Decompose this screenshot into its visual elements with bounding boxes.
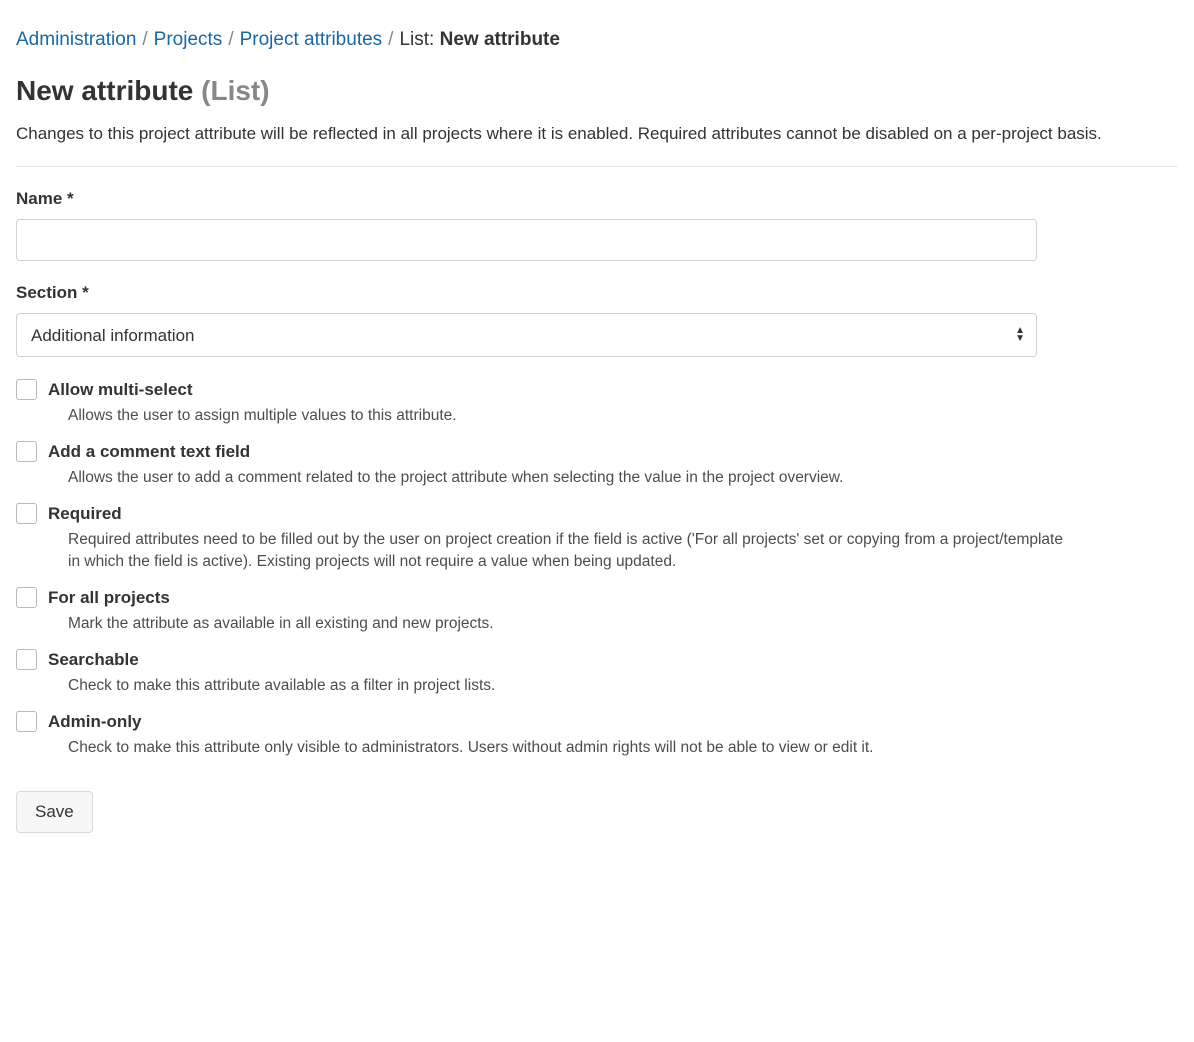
checkbox-row-add-comment-text-field (16, 441, 1178, 489)
checkbox-icon[interactable] (16, 711, 37, 732)
section-divider (16, 166, 1178, 167)
checkbox-searchable-toggle[interactable] (16, 649, 1178, 670)
checkbox-icon[interactable] (16, 649, 37, 670)
checkbox-required-toggle[interactable] (16, 503, 1178, 524)
breadcrumb-separator: / (388, 29, 394, 50)
breadcrumb-item-project-attributes[interactable]: Project attributes (239, 29, 383, 50)
page-title-type: (List) (201, 74, 270, 106)
breadcrumb-current: New attribute (439, 29, 560, 50)
checkbox-row-admin-only (16, 711, 1178, 759)
checkbox-description: Check to make this attribute available as a filter in project lists. (68, 677, 496, 695)
save-button[interactable]: Save (16, 791, 93, 833)
checkbox-allow-multi-select-toggle[interactable] (16, 379, 1178, 400)
checkbox-label: Admin-only (48, 711, 142, 731)
checkbox-row-required (16, 503, 1178, 573)
section-field-block (16, 283, 1178, 357)
checkbox-label: Required (48, 503, 122, 523)
checkbox-label: For all projects (48, 587, 170, 607)
page-title (16, 73, 1178, 108)
breadcrumb-item-projects[interactable]: Projects (153, 29, 223, 50)
chevron-updown-icon: ▲ ▼ (1015, 325, 1025, 345)
checkbox-label: Allow multi-select (48, 379, 193, 399)
page-description: Changes to this project attribute will be reflected in all projects where it is enabled. Required attributes cannot be disabled on a per-project basis. (16, 123, 1102, 143)
checkbox-description: Required attributes need to be filled out by the user on project creation if the field is active ('For all projects' set or copying from a project/template in which the field is active). Existing projects will not require a value when being updated. (68, 531, 1063, 571)
section-select[interactable] (16, 313, 1037, 357)
breadcrumb-trailing-label: List: (399, 29, 435, 50)
page-title-text: New attribute (16, 74, 194, 106)
checkbox-description: Allows the user to add a comment related to the project attribute when selecting the value in the project overview. (68, 469, 844, 487)
checkbox-icon[interactable] (16, 379, 37, 400)
checkbox-description: Mark the attribute as available in all existing and new projects. (68, 615, 494, 633)
checkbox-icon[interactable] (16, 441, 37, 462)
breadcrumb (16, 28, 1178, 53)
name-field-label: Name * (16, 189, 74, 209)
name-input[interactable] (16, 219, 1037, 261)
checkbox-description: Allows the user to assign multiple values to this attribute. (68, 407, 457, 425)
section-select-wrapper (16, 313, 1037, 357)
checkbox-row-for-all-projects (16, 587, 1178, 635)
breadcrumb-separator: / (228, 29, 234, 50)
checkbox-for-all-projects-toggle[interactable] (16, 587, 1178, 608)
checkbox-row-allow-multi-select (16, 379, 1178, 427)
breadcrumb-item-administration[interactable]: Administration (16, 29, 137, 50)
checkbox-icon[interactable] (16, 587, 37, 608)
checkbox-label: Add a comment text field (48, 441, 251, 461)
checkbox-add-comment-text-field-toggle[interactable] (16, 441, 1178, 462)
checkbox-description: Check to make this attribute only visible to administrators. Users without admin rights will not be able to view or edit it. (68, 739, 874, 757)
checkbox-admin-only-toggle[interactable] (16, 711, 1178, 732)
section-field-label: Section * (16, 283, 89, 303)
checkbox-label: Searchable (48, 649, 139, 669)
name-field-block (16, 189, 1178, 261)
checkbox-row-searchable (16, 649, 1178, 697)
checkbox-icon[interactable] (16, 503, 37, 524)
breadcrumb-separator: / (142, 29, 148, 50)
